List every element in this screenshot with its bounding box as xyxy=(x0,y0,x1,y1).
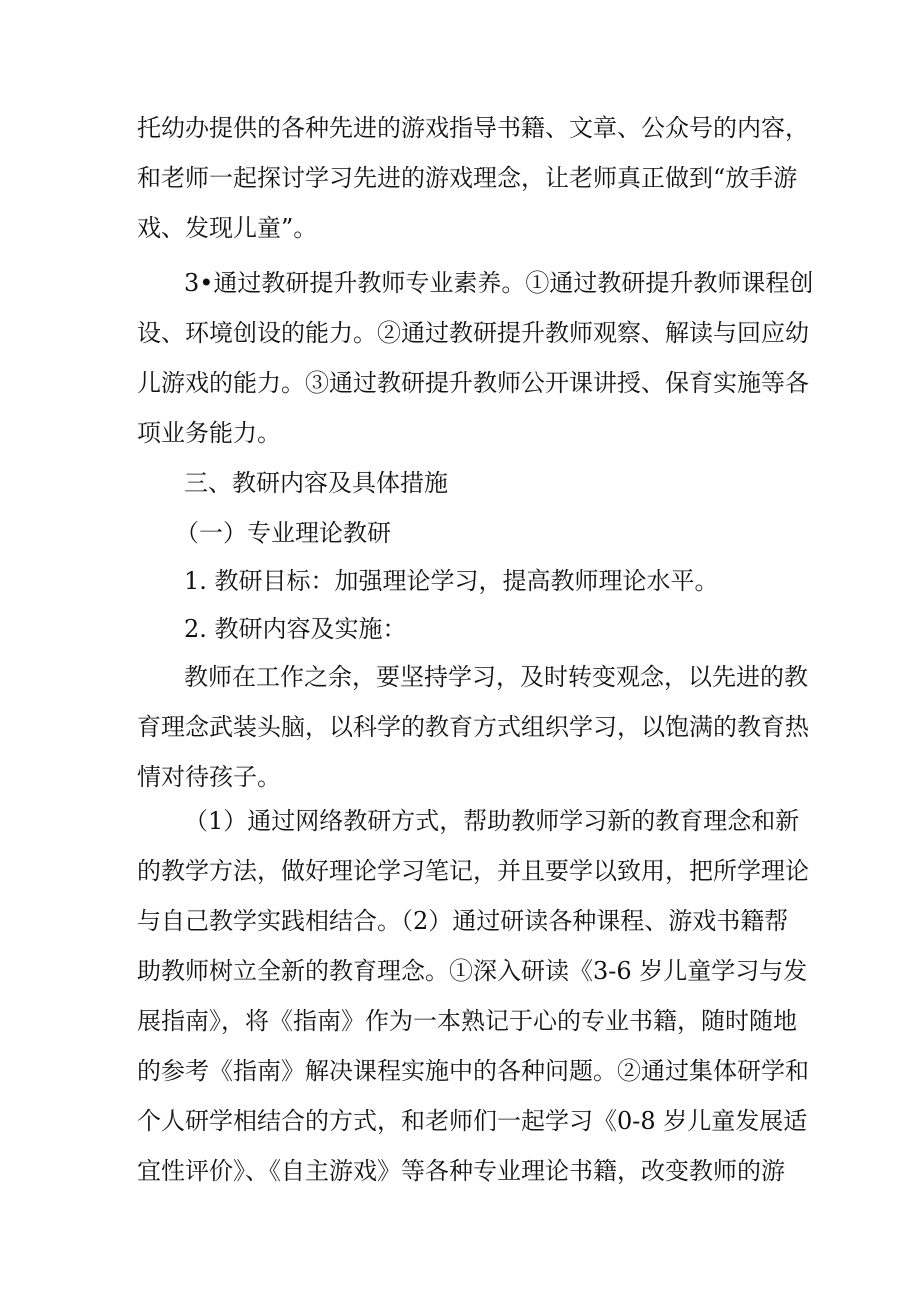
text-line-11: 2. 教研内容及实施： xyxy=(184,615,407,643)
text-line-7: 项业务能力。 xyxy=(137,419,281,447)
text-line-2: 和老师一起探讨学习先进的游戏理念，让老师真正做到“放手游 xyxy=(137,164,798,192)
text-line-16: 的教学方法，做好理论学习笔记，并且要学以致用，把所学理论 xyxy=(137,857,809,885)
text-line-20: 的参考《指南》解决课程实施中的各种问题。②通过集体研学和 xyxy=(137,1057,809,1085)
section-heading: 三、教研内容及具体措施 xyxy=(184,469,448,497)
text-line-14: 情对待孩子。 xyxy=(137,763,281,791)
text-line-19: 展指南》，将《指南》作为一本熟记于心的专业书籍，随时随地 xyxy=(137,1007,797,1035)
text-line-3: 戏、发现儿童”。 xyxy=(137,214,318,242)
text-line-12: 教师在工作之余，要坚持学习，及时转变观念，以先进的教 xyxy=(184,663,808,691)
text-line-4: 3•通过教研提升教师专业素养。①通过教研提升教师课程创 xyxy=(184,269,814,297)
text-line-6: 儿游戏的能力。③通过教研提升教师公开课讲授、保育实施等各 xyxy=(137,369,809,397)
text-line-21: 个人研学相结合的方式，和老师们一起学习《0-8 岁儿童发展适 xyxy=(137,1107,808,1135)
text-line-22: 宜性评价》、《自主游戏》等各种专业理论书籍，改变教师的游 xyxy=(137,1157,785,1185)
subsection-heading: （一）专业理论教研 xyxy=(175,519,391,547)
text-line-13: 育理念武装头脑，以科学的教育方式组织学习，以饱满的教育热 xyxy=(137,713,809,741)
text-line-1: 托幼办提供的各种先进的游戏指导书籍、文章、公众号的内容， xyxy=(137,114,809,142)
text-line-17: 与自己教学实践相结合。（2）通过研读各种课程、游戏书籍帮 xyxy=(137,907,789,935)
text-line-5: 设、环境创设的能力。②通过教研提升教师观察、解读与回应幼 xyxy=(137,319,809,347)
text-line-18: 助教师树立全新的教育理念。①深入研读《3-6 岁儿童学习与发 xyxy=(137,957,808,985)
text-line-10: 1. 教研目标：加强理论学习，提高教师理论水平。 xyxy=(184,567,719,595)
text-line-15: （1）通过网络教研方式，帮助教师学习新的教育理念和新 xyxy=(184,807,800,835)
